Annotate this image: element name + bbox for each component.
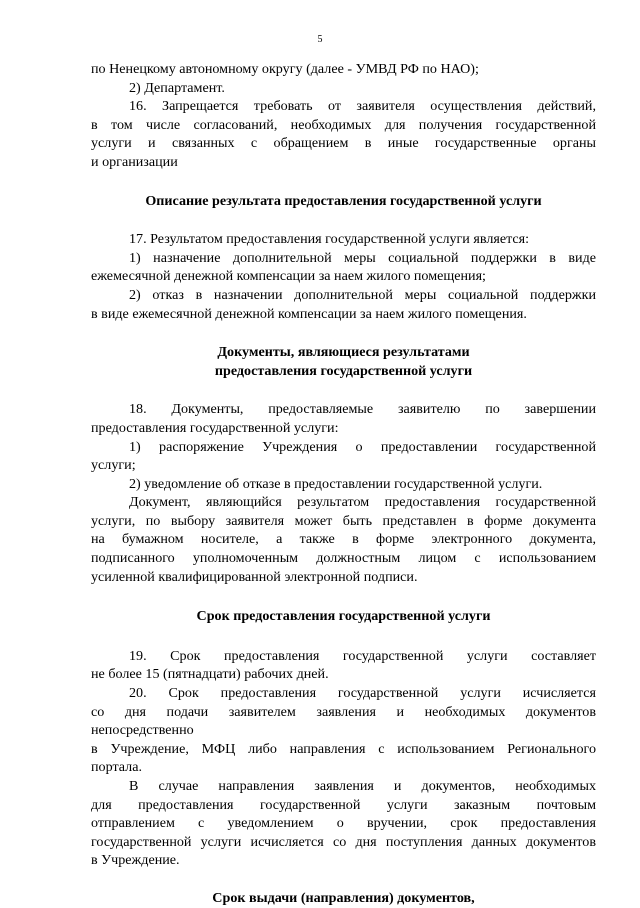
text-line: со дня подачи заявителем заявления и необходимых документов xyxy=(91,703,596,720)
text-line: услуги; xyxy=(91,457,136,474)
text-line: 1) распоряжение Учреждения о предоставлении государственной xyxy=(129,438,596,455)
text-line: 19. Срок предоставления государственной услуги составляет xyxy=(129,647,596,664)
text-line: непосредственно xyxy=(91,722,194,739)
text-line: услуги, по выбору заявителя может быть представлен в форме документа xyxy=(91,512,596,529)
text-line: ежемесячной денежной компенсации за наем жилого помещения; xyxy=(91,268,486,285)
section-heading: Срок предоставления государственной услуги xyxy=(196,608,491,625)
text-line: 16. Запрещается требовать от заявителя осуществления действий, xyxy=(129,98,596,115)
text-line: государственной услуги исчисляется со дня поступления данных документов xyxy=(91,833,596,850)
text-line: услуги и связанных с обращением в иные государственные органы xyxy=(91,135,596,152)
text-line: в Учреждение. xyxy=(91,852,180,869)
text-line: и организации xyxy=(91,153,178,170)
text-line: подписанного уполномоченным должностным лицом с использованием xyxy=(91,550,596,567)
list-item xyxy=(91,438,596,475)
text-line: в Учреждение, МФЦ либо направления с использованием Регионального xyxy=(91,740,596,757)
text-line: портала. xyxy=(91,759,142,776)
heading-line: предоставления государственной услуги xyxy=(214,362,473,379)
paragraph-19 xyxy=(91,647,596,684)
paragraph-20 xyxy=(91,684,596,777)
text-line: на бумажном носителе, а также в форме электронного документа, xyxy=(91,531,596,548)
list-item: 2) Департамент. xyxy=(129,79,225,96)
section-heading: Срок выдачи (направления) документов, xyxy=(212,889,475,906)
paragraph xyxy=(91,777,596,870)
text-line: не более 15 (пятнадцати) рабочих дней. xyxy=(91,666,329,683)
text-line: в виде ежемесячной денежной компенсации за наем жилого помещения. xyxy=(91,305,527,322)
text-line: для предоставления государственной услуги заказным почтовым xyxy=(91,796,596,813)
list-item xyxy=(91,286,596,323)
document-body xyxy=(91,60,596,908)
text-line: 18. Документы, предоставляемые заявителю по завершении xyxy=(129,401,596,418)
section-heading: Описание результата предоставления государственной услуги xyxy=(145,192,542,209)
text-line: 1) назначение дополнительной меры социальной поддержки в виде xyxy=(129,249,596,266)
text-line: В случае направления заявления и документов, необходимых xyxy=(129,778,596,794)
text-line: 17. Результатом предоставления государственной услуги является: xyxy=(129,231,530,248)
text-line: по Ненецкому автономному округу (далее - УМВД РФ по НАО); xyxy=(91,61,479,77)
heading-line: Документы, являющиеся результатами xyxy=(217,344,470,361)
text-line: предоставления государственной услуги: xyxy=(91,419,339,436)
text-line: 2) отказ в назначении дополнительной меры социальной поддержки xyxy=(129,286,596,303)
paragraph-18 xyxy=(91,400,596,437)
text-line: отправлением с уведомлением о вручении, срок предоставления xyxy=(91,815,596,832)
section-heading xyxy=(91,343,596,380)
text-line: в том числе согласований, необходимых для получения государственной xyxy=(91,116,596,133)
paragraph-16 xyxy=(91,97,596,171)
text-line: 20. Срок предоставления государственной услуги исчисляется xyxy=(129,685,596,702)
text-line: Документ, являющийся результатом предоставления государственной xyxy=(129,494,596,511)
page-number: 5 xyxy=(317,34,323,45)
list-item xyxy=(91,249,596,286)
paragraph xyxy=(91,493,596,586)
text-line: усиленной квалифицированной электронной подписи. xyxy=(91,568,418,585)
list-item: 2) уведомление об отказе в предоставлении государственной услуги. xyxy=(129,475,543,492)
